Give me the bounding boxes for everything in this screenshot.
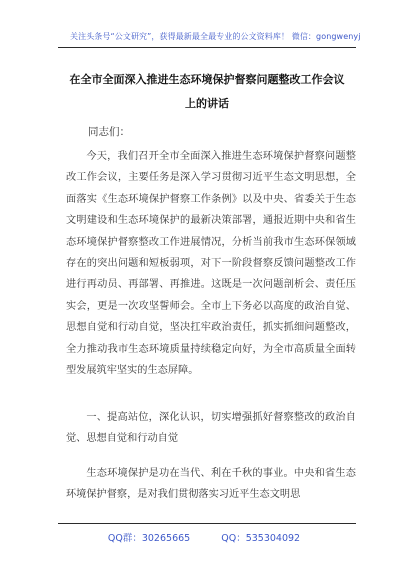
- header-promo-note: 关注头条号“公文研究”，获得最新最全最专业的公文资料库！ 微信：gongwenyj: [70, 32, 361, 41]
- title-line-1: 在全市全面深入推进生态环境保护督察问题整改工作会议: [69, 73, 345, 86]
- title-line-2: 上的讲话: [185, 97, 229, 110]
- footer-qq: QQ：535304092: [221, 533, 301, 544]
- footer-divider: [58, 523, 356, 524]
- salutation: 同志们：: [88, 126, 130, 138]
- document-title: [58, 68, 356, 116]
- footer-qq-group: QQ群：30265665: [107, 533, 191, 544]
- header-divider: [58, 47, 356, 48]
- paragraph-section-1: 生态环境保护是功在当代、利在千秋的事业。中央和省生态环境保护督察，是对我们贯彻落实习近平生态文明思: [66, 468, 356, 501]
- footer-contact: [0, 530, 408, 544]
- section-heading-1: 一、提高站位，深化认识，切实增强抓好督察整改的政治自觉、思想自觉和行动自觉: [66, 412, 356, 445]
- paragraph-intro: 今天，我们召开全市全面深入推进生态环境保护督察问题整改工作会议，主要任务是深入学习贯彻习近平生态文明思想，全面落实《生态环境保护督察工作条例》以及中央、省委关于生态文明建设和生态环境保护的最新决策部署，通报近期中央和省生态环境保护督察整改工作进展情况，分析当前我市生态环保领域存在的突出问题和短板弱项，对下一阶段督察反馈问题整改工作进行再动员、再部署、再推进。这既是一次问题剖析会、责任压实会，更是一次攻坚誓师会。全市上下务必以高度的政治自觉、思想自觉和行动自觉，坚决扛牢政治责任，抓实抓细问题整改，全力推动我市生态环境质量持续稳定向好，为全市高质量全面转型发展筑牢坚实的生态屏障。: [66, 151, 356, 377]
